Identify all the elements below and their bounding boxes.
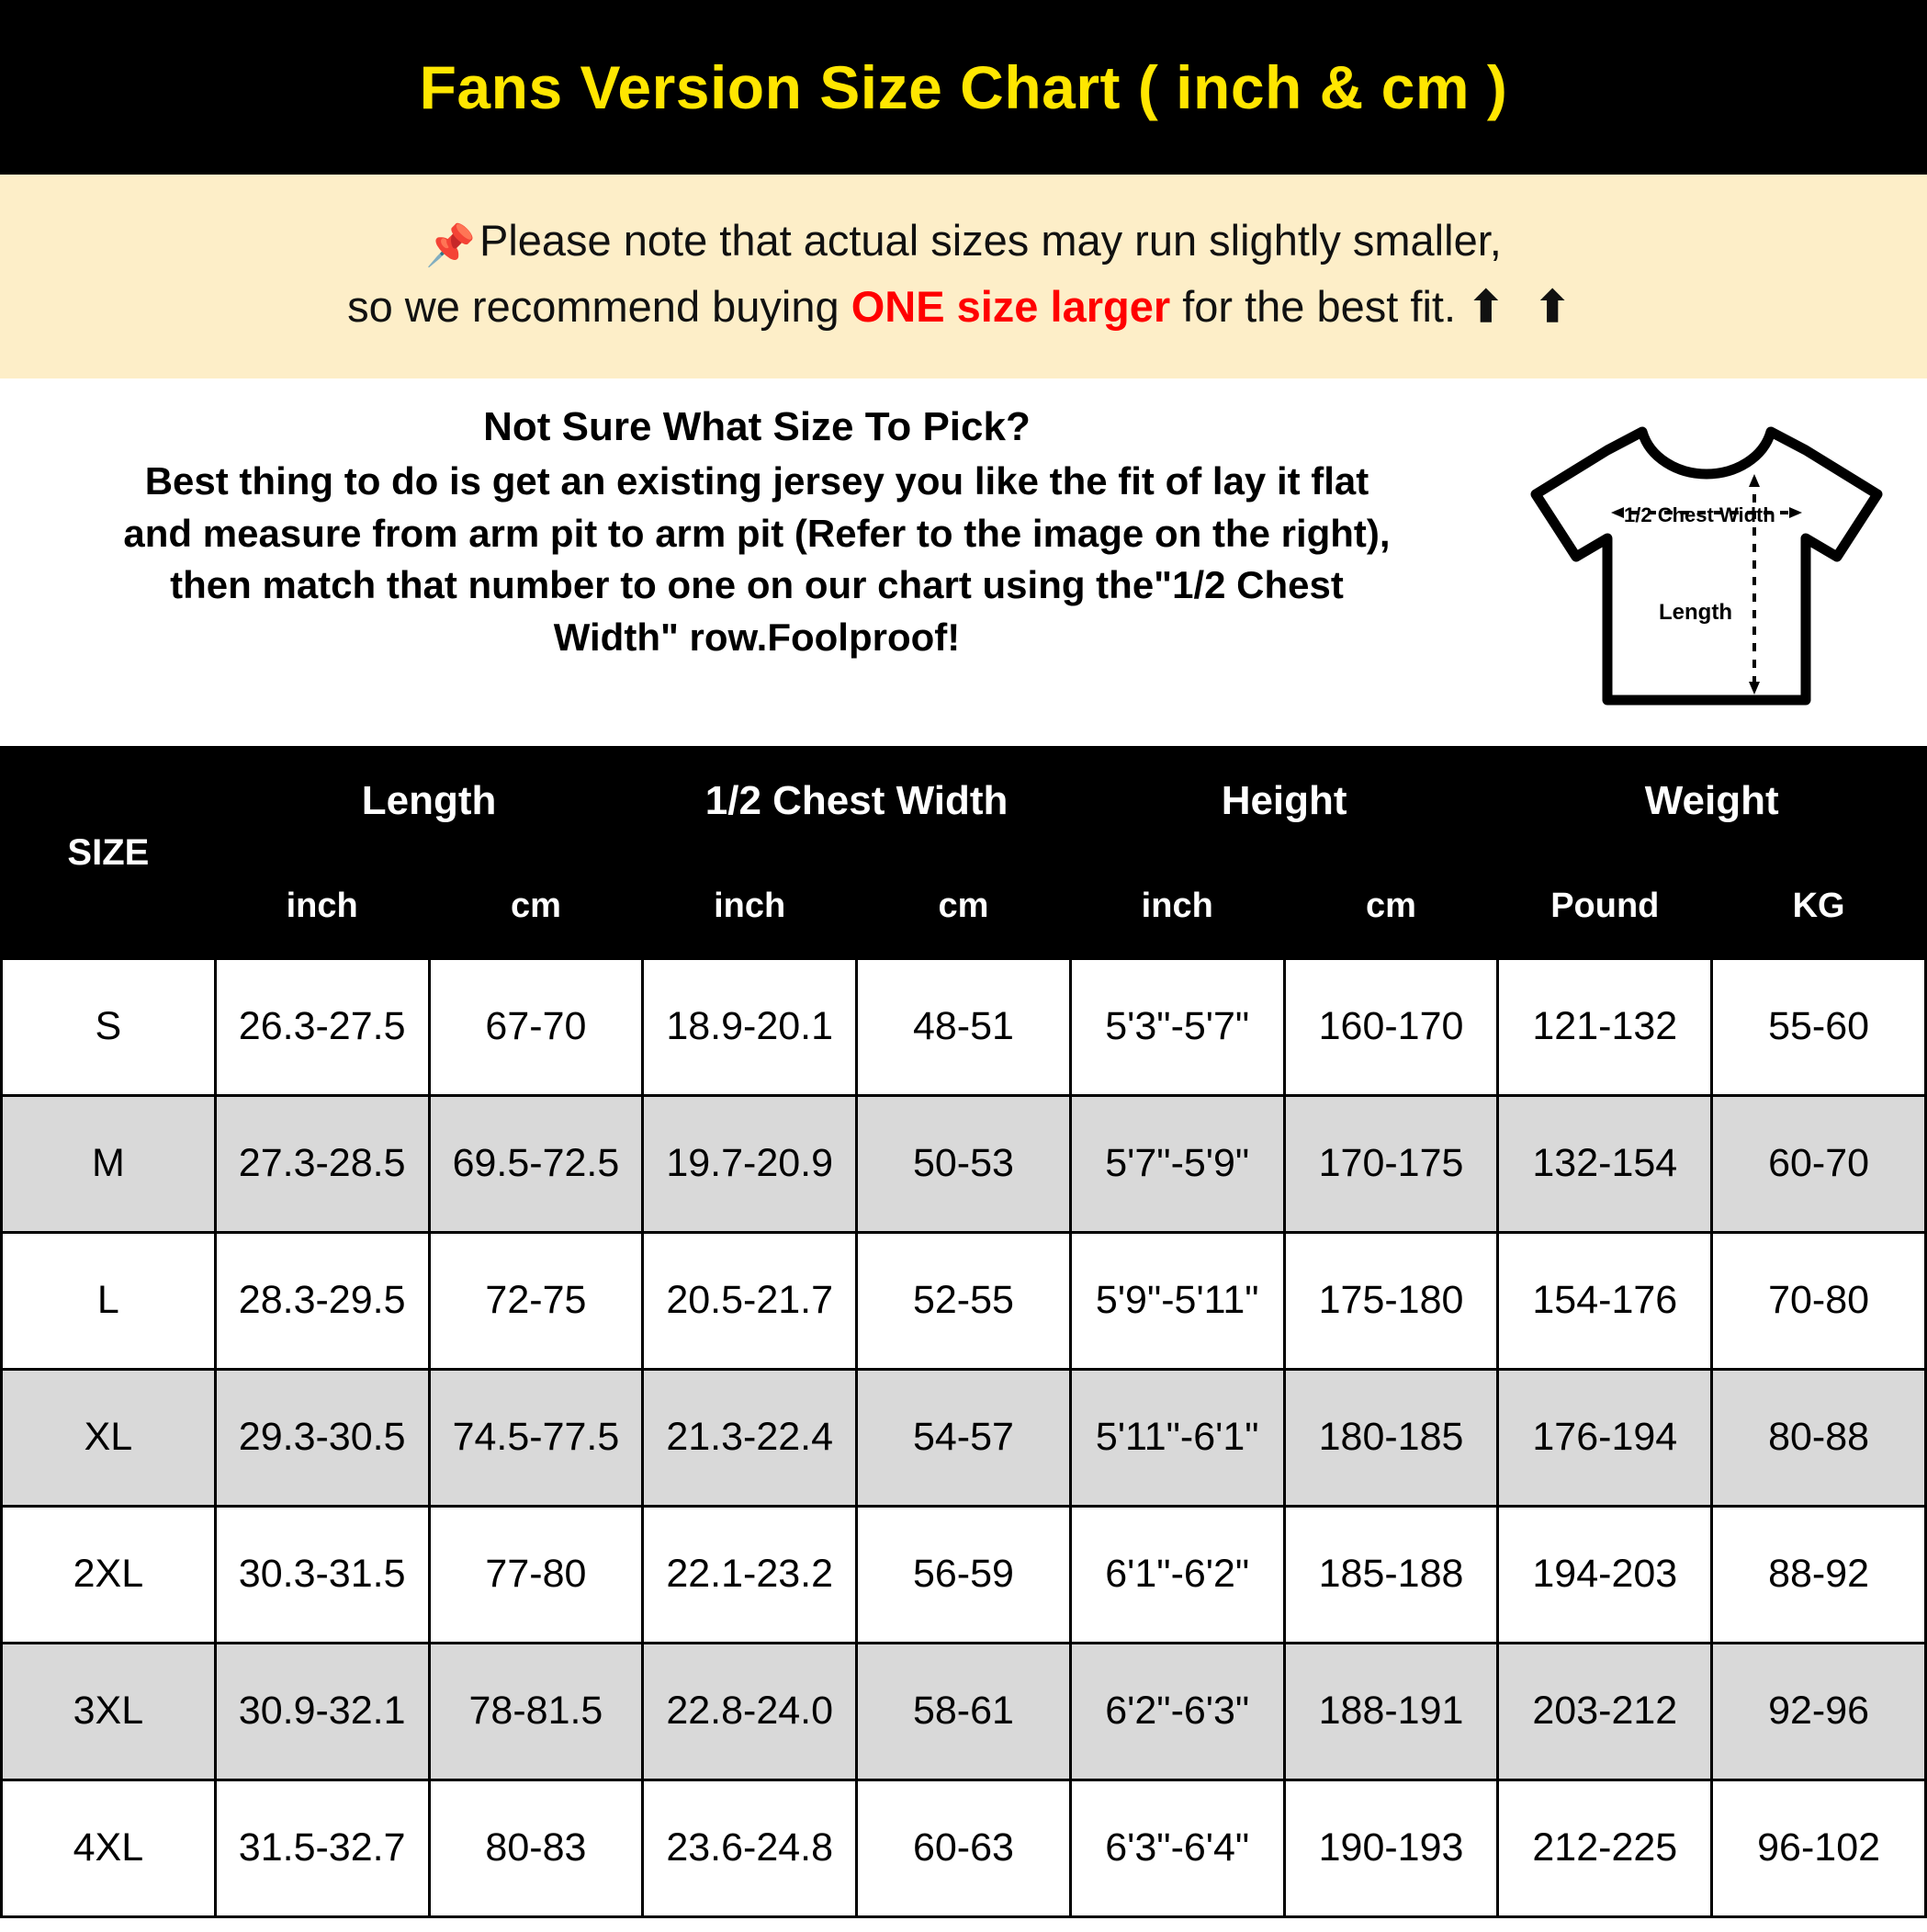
column-header-length-inch: inch xyxy=(215,854,429,958)
column-header-weight-kg: KG xyxy=(1712,854,1926,958)
cell-weight-kg: 96-102 xyxy=(1712,1779,1926,1916)
row-size-label: 3XL xyxy=(2,1643,216,1779)
advice-section xyxy=(0,378,1927,746)
table-row xyxy=(2,1779,1926,1916)
cell-height-cm: 175-180 xyxy=(1284,1232,1498,1369)
table-body xyxy=(2,958,1926,1916)
cell-height-cm: 185-188 xyxy=(1284,1506,1498,1643)
cell-length-inch: 29.3-30.5 xyxy=(215,1369,429,1506)
cell-chest-cm: 60-63 xyxy=(857,1779,1071,1916)
cell-weight-kg: 88-92 xyxy=(1712,1506,1926,1643)
cell-chest-inch: 23.6-24.8 xyxy=(643,1779,857,1916)
cell-length-inch: 30.3-31.5 xyxy=(215,1506,429,1643)
table-row xyxy=(2,958,1926,1095)
cell-chest-cm: 52-55 xyxy=(857,1232,1071,1369)
tshirt-diagram xyxy=(1504,404,1909,722)
pushpin-icon: 📌 xyxy=(425,223,476,268)
note-line-1 xyxy=(55,209,1872,276)
cell-weight-kg: 60-70 xyxy=(1712,1095,1926,1232)
table-row xyxy=(2,1643,1926,1779)
advice-line-1: Best thing to do is get an existing jersey you like the fit of lay it flat xyxy=(144,458,1369,503)
column-header-chest-inch: inch xyxy=(643,854,857,958)
row-size-label: 2XL xyxy=(2,1506,216,1643)
cell-height-inch: 6'3"-6'4" xyxy=(1070,1779,1284,1916)
cell-chest-inch: 21.3-22.4 xyxy=(643,1369,857,1506)
row-size-label: S xyxy=(2,958,216,1095)
column-group-weight: Weight xyxy=(1498,747,1926,854)
cell-height-cm: 190-193 xyxy=(1284,1779,1498,1916)
table-row xyxy=(2,1369,1926,1506)
column-header-chest-cm: cm xyxy=(857,854,1071,958)
cell-weight-kg: 70-80 xyxy=(1712,1232,1926,1369)
advice-line-2: and measure from arm pit to arm pit (Refer to the image on the right), xyxy=(123,511,1391,555)
note-line-2-suffix: for the best fit. xyxy=(1170,281,1457,331)
column-group-height: Height xyxy=(1070,747,1498,854)
cell-weight-pound: 132-154 xyxy=(1498,1095,1712,1232)
size-chart-table xyxy=(0,746,1927,1918)
cell-chest-cm: 50-53 xyxy=(857,1095,1071,1232)
advice-line-3: then match that number to one on our chart using the"1/2 Chest xyxy=(170,563,1344,607)
page-title: Fans Version Size Chart ( inch & cm ) xyxy=(419,53,1508,121)
note-line-2-prefix: so we recommend buying xyxy=(347,281,851,331)
note-line-1-text: Please note that actual sizes may run slightly smaller, xyxy=(479,216,1502,265)
cell-length-inch: 28.3-29.5 xyxy=(215,1232,429,1369)
cell-length-cm: 78-81.5 xyxy=(429,1643,643,1779)
cell-height-inch: 6'1"-6'2" xyxy=(1070,1506,1284,1643)
table-group-header-row xyxy=(2,747,1926,854)
table-unit-header-row xyxy=(2,854,1926,958)
cell-height-cm: 170-175 xyxy=(1284,1095,1498,1232)
table-row xyxy=(2,1506,1926,1643)
advice-text xyxy=(18,404,1504,664)
cell-length-cm: 74.5-77.5 xyxy=(429,1369,643,1506)
note-banner xyxy=(0,175,1927,378)
column-header-weight-pound: Pound xyxy=(1498,854,1712,958)
table-row xyxy=(2,1095,1926,1232)
cell-length-cm: 69.5-72.5 xyxy=(429,1095,643,1232)
cell-height-inch: 5'3"-5'7" xyxy=(1070,958,1284,1095)
up-arrows-icon: ⬆ ⬆ xyxy=(1468,281,1580,331)
cell-height-inch: 5'7"-5'9" xyxy=(1070,1095,1284,1232)
table-head xyxy=(2,747,1926,958)
cell-chest-cm: 58-61 xyxy=(857,1643,1071,1779)
cell-chest-inch: 19.7-20.9 xyxy=(643,1095,857,1232)
cell-length-cm: 77-80 xyxy=(429,1506,643,1643)
advice-heading: Not Sure What Size To Pick? xyxy=(483,403,1031,449)
note-line-2 xyxy=(55,276,1872,338)
column-header-size: SIZE xyxy=(2,747,216,958)
cell-weight-kg: 80-88 xyxy=(1712,1369,1926,1506)
column-header-length-cm: cm xyxy=(429,854,643,958)
diagram-length-label: Length xyxy=(1659,599,1732,625)
tshirt-icon xyxy=(1523,410,1890,722)
cell-weight-pound: 203-212 xyxy=(1498,1643,1712,1779)
cell-height-cm: 160-170 xyxy=(1284,958,1498,1095)
column-group-chest-width: 1/2 Chest Width xyxy=(643,747,1071,854)
cell-chest-inch: 20.5-21.7 xyxy=(643,1232,857,1369)
cell-weight-pound: 212-225 xyxy=(1498,1779,1712,1916)
cell-length-cm: 67-70 xyxy=(429,958,643,1095)
title-bar xyxy=(0,0,1927,175)
cell-chest-inch: 22.8-24.0 xyxy=(643,1643,857,1779)
cell-chest-inch: 18.9-20.1 xyxy=(643,958,857,1095)
cell-chest-cm: 56-59 xyxy=(857,1506,1071,1643)
row-size-label: L xyxy=(2,1232,216,1369)
row-size-label: XL xyxy=(2,1369,216,1506)
column-header-height-cm: cm xyxy=(1284,854,1498,958)
cell-length-cm: 80-83 xyxy=(429,1779,643,1916)
cell-height-inch: 5'9"-5'11" xyxy=(1070,1232,1284,1369)
column-header-height-inch: inch xyxy=(1070,854,1284,958)
cell-chest-cm: 54-57 xyxy=(857,1369,1071,1506)
cell-height-cm: 188-191 xyxy=(1284,1643,1498,1779)
cell-height-cm: 180-185 xyxy=(1284,1369,1498,1506)
row-size-label: 4XL xyxy=(2,1779,216,1916)
table-row xyxy=(2,1232,1926,1369)
cell-chest-inch: 22.1-23.2 xyxy=(643,1506,857,1643)
cell-weight-pound: 154-176 xyxy=(1498,1232,1712,1369)
cell-length-cm: 72-75 xyxy=(429,1232,643,1369)
cell-length-inch: 31.5-32.7 xyxy=(215,1779,429,1916)
row-size-label: M xyxy=(2,1095,216,1232)
cell-chest-cm: 48-51 xyxy=(857,958,1071,1095)
note-emphasis: ONE size larger xyxy=(851,281,1171,331)
cell-weight-pound: 121-132 xyxy=(1498,958,1712,1095)
column-group-length: Length xyxy=(215,747,643,854)
cell-height-inch: 5'11"-6'1" xyxy=(1070,1369,1284,1506)
cell-length-inch: 27.3-28.5 xyxy=(215,1095,429,1232)
cell-weight-pound: 176-194 xyxy=(1498,1369,1712,1506)
cell-length-inch: 26.3-27.5 xyxy=(215,958,429,1095)
cell-weight-kg: 92-96 xyxy=(1712,1643,1926,1779)
cell-weight-pound: 194-203 xyxy=(1498,1506,1712,1643)
cell-length-inch: 30.9-32.1 xyxy=(215,1643,429,1779)
cell-weight-kg: 55-60 xyxy=(1712,958,1926,1095)
cell-height-inch: 6'2"-6'3" xyxy=(1070,1643,1284,1779)
advice-line-4: Width" row.Foolproof! xyxy=(553,616,961,659)
diagram-chest-label: 1/2 Chest Width xyxy=(1624,503,1775,526)
